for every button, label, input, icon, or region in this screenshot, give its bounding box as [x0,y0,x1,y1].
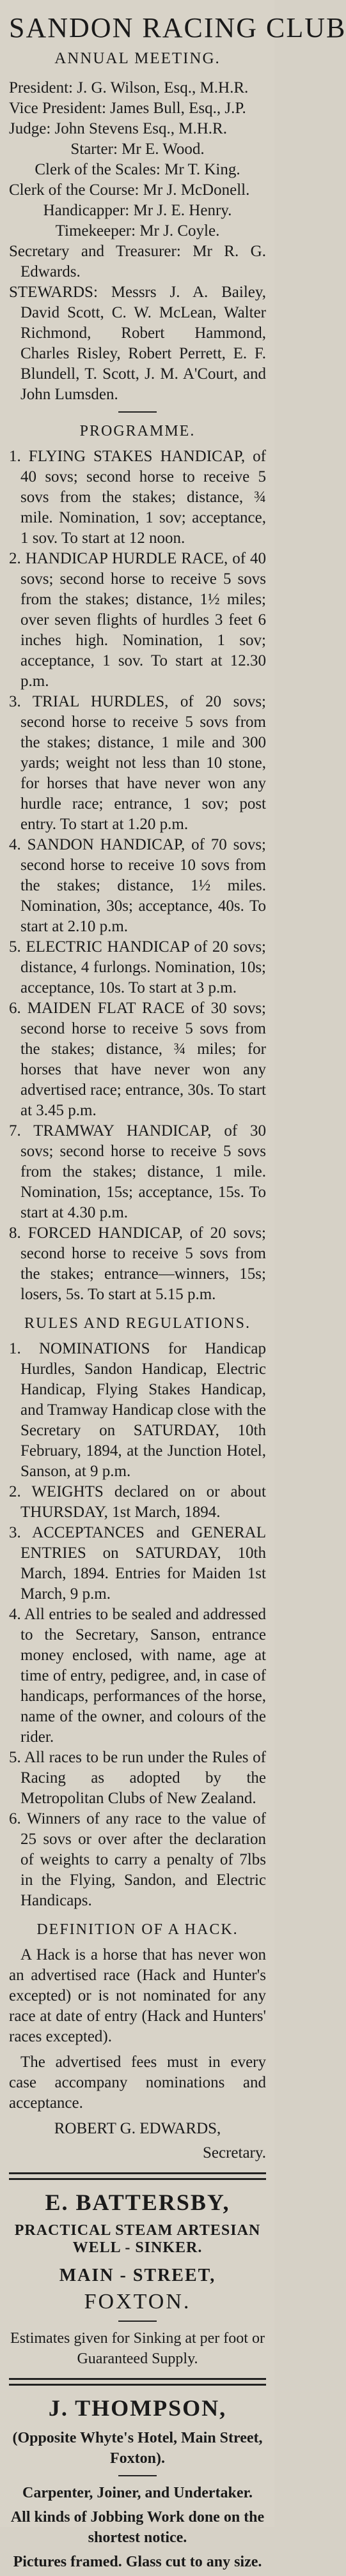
hack-title: DEFINITION OF A HACK. [36,1921,239,1938]
advertisement-column [9,0,346,2576]
race-item: 2. HANDICAP HURDLE RACE, of 40 sovs; second horse to receive 5 sovs from the stakes; distance, 1½ miles; over seven flights of hurdles 3 feet 6 inches high. Nomination, 1 sov; acceptance, 1 sov. To start at 12.30 p.m. [9,550,266,690]
club-title-text: SANDON RACING CLUB [9,12,346,43]
race-item: 3. TRIAL HURDLES, of 20 sovs; second horse to receive 5 sovs from the stakes; distance, 1 mile and 300 yards; weight not less than 10 stone, for horses that have never won any hurdle race; entrance, 1 sov; post entry. To start at 1.20 p.m. [9,693,266,833]
race-item: 8. FORCED HANDICAP, of 20 sovs; second horse to receive 5 sovs from the stakes; entrance—winners, 15s; losers, 5s. To start at 5.15 p.m. [9,1224,266,1303]
officer-judge: Judge: John Stevens Esq., M.H.R. [9,120,227,137]
club-title [9,9,346,47]
thompson-note2: Pictures framed. Glass cut to any size. [13,2554,262,2570]
battersby-trade: PRACTICAL STEAM ARTESIAN WELL - SINKER. [14,2222,261,2256]
officer-clerk-scales: Clerk of the Scales: Mr T. King. [35,161,240,178]
thompson-trade: Carpenter, Joiner, and Undertaker. [22,2485,253,2501]
officer-stewards: STEWARDS: Messrs J. A. Bailey, David Scott, C. W. McLean, Walter Richmond, Robert Hammond, Charles Risley, Robert Perrett, E. F. Blundell, T. Scott, J. M. A'Court, and John Lumsden. [9,284,266,403]
divider [118,411,157,413]
battersby-note: Estimates given for Sinking at per foot or Guaranteed Supply. [10,2330,265,2367]
thompson-name: J. THOMPSON, [48,2395,227,2421]
race-item: 4. SANDON HANDICAP, of 70 sovs; second horse to receive 10 sovs from the stakes; distance, 1½ miles. Nomination, 30s; acceptance, 40s. To start at 2.10 p.m. [9,836,266,935]
signature-role: Secretary. [202,2144,266,2161]
ad-separator [9,2378,266,2386]
thompson-note: All kinds of Jobbing Work done on the shortest notice. [10,2509,265,2546]
rule-item: 6. Winners of any race to the value of 25 sovs or over after the declaration of weights to carry a penalty of 7lbs in the Flying, Sandon, and Electric Handicaps. [9,1810,266,1909]
rule-item: 5. All races to be run under the Rules of Racing as adopted by the Metropolitan Clubs of New Zealand. [9,1749,266,1807]
officer-secretary: Secretary and Treasurer: Mr R. G. Edwards. [9,243,266,280]
divider [118,2321,157,2322]
officer-handicapper: Handicapper: Mr J. E. Henry. [43,202,232,219]
battersby-name: E. BATTERSBY, [45,2190,230,2215]
ad-separator [9,2172,266,2180]
rule-item: 1. NOMINATIONS for Handicap Hurdles, Sandon Handicap, Electric Handicap, Flying Stakes Handicap, and Tramway Handicap close with the Secretary on SATURDAY, 10th February, 1894, at the Junction Hotel, Sanson, at 9 p.m. [9,1340,266,1480]
officers-list [9,78,266,405]
race-item: 5. ELECTRIC HANDICAP of 20 sovs; distance, 4 furlongs. Nomination, 10s; acceptance, 10s. To start at 3 p.m. [9,938,266,996]
rules-list [9,1339,266,1911]
rule-item: 4. All entries to be sealed and addressed to the Secretary, Sanson, entrance money enclosed, with name, age at time of entry, pedigree, and, in case of handicaps, performances of the horse, name of the owner, and colours of the rider. [9,1606,266,1746]
thompson-address: (Opposite Whyte's Hotel, Main Street, Foxton). [12,2430,263,2467]
divider [118,2475,157,2476]
race-list [9,446,266,1305]
signature-name: ROBERT G. EDWARDS, [54,2120,221,2137]
rule-item: 2. WEIGHTS declared on or about THURSDAY, 1st March, 1894. [9,1483,266,1521]
race-item: 6. MAIDEN FLAT RACE of 30 sovs; second horse to receive 5 sovs from the stakes; distance, ¾ miles; for horses that have never won any advertised race; entrance, 30s. To start at 3.45 p.m. [9,1000,266,1119]
hack-definition: A Hack is a horse that has never won an advertised race (Hack and Hunter's excepted) or is not nominated for any race at date of entry (Hack and Hunters' races excepted). [9,1946,266,2045]
officer-timekeeper: Timekeeper: Mr J. Coyle. [55,222,220,240]
fees-note: The advertised fees must in every case accompany nominations and acceptance. [9,2054,266,2112]
race-item: 1. FLYING STAKES HANDICAP, of 40 sovs; second horse to receive 5 sovs from the stakes; distance, ¾ mile. Nomination, 1 sov; acceptance, 1 sov. To start at 12 noon. [9,448,266,547]
officer-clerk-course: Clerk of the Course: Mr J. McDonell. [9,181,250,199]
officer-vice-president: Vice President: James Bull, Esq., J.P. [9,100,246,117]
battersby-street: MAIN - STREET, [59,2266,216,2285]
rules-title: RULES AND REGULATIONS. [24,1315,251,1332]
officer-starter: Starter: Mr E. Wood. [70,141,205,158]
battersby-town: FOXTON. [84,2290,191,2313]
officer-president: President: J. G. Wilson, Esq., M.H.R. [9,79,249,96]
race-item: 7. TRAMWAY HANDICAP, of 30 sovs; second horse to receive 5 sovs from the stakes; distance, 1 mile. Nomination, 15s; acceptance, 15s. To start at 4.30 p.m. [9,1122,266,1221]
programme-title: PROGRAMME. [79,423,196,439]
rule-item: 3. ACCEPTANCES and GENERAL ENTRIES on SATURDAY, 10th March, 1894. Entries for Maiden 1st March, 9 p.m. [9,1524,266,1603]
meeting-subtitle: ANNUAL MEETING. [54,50,221,67]
